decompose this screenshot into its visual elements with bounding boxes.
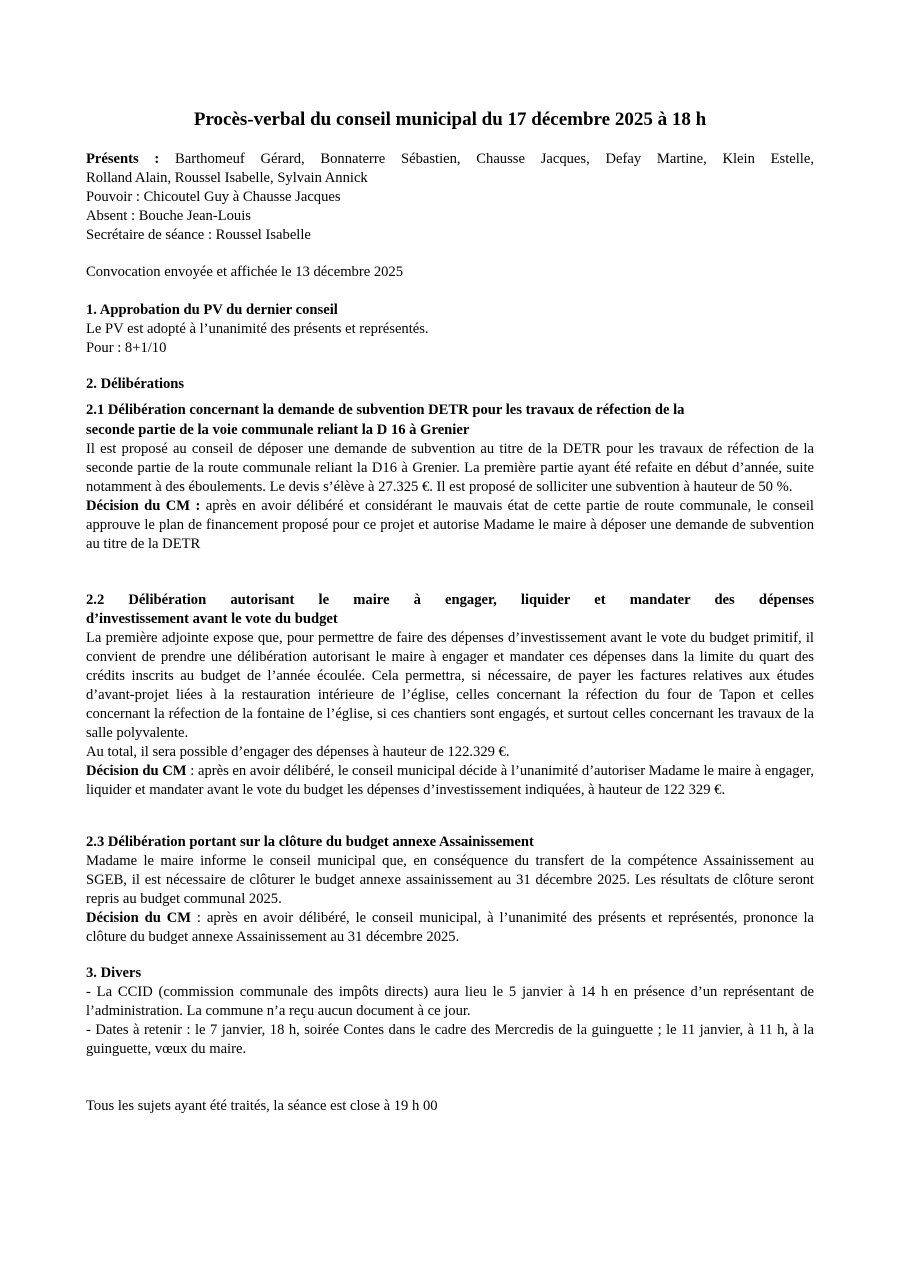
section-2-1-decision	[86, 497, 814, 554]
section-2-2-total: Au total, il sera possible d’engager des dépenses à hauteur de 122.329 €.	[86, 744, 510, 760]
section-2-2-heading-2: d’investissement avant le vote du budget	[86, 611, 338, 627]
section-3-item-2: - Dates à retenir : le 7 janvier, 18 h, soirée Contes dans le cadre des Mercredis de la guinguette ; le 11 janvier, à 11 h, à la guinguette, vœux du maire.	[86, 1022, 814, 1057]
section-3-heading: 3. Divers	[86, 965, 142, 981]
section-1-pour: Pour : 8+1/10	[86, 340, 167, 356]
secretaire-line: Secrétaire de séance : Roussel Isabelle	[86, 227, 311, 243]
section-2-heading: 2. Délibérations	[86, 376, 185, 392]
section-2-1-decision-text: après en avoir délibéré et considérant le mauvais état de cette partie de route communale, le conseil approuve le plan de financement proposé pour ce projet et autorise Madame le maire à déposer une demande de subvention au titre de la DETR	[86, 498, 814, 552]
section-1-text: Le PV est adopté à l’unanimité des présents et représentés.	[86, 321, 429, 337]
decision-label: Décision du CM	[86, 910, 192, 926]
convocation-line: Convocation envoyée et affichée le 13 décembre 2025	[86, 264, 404, 280]
presents-line	[86, 150, 814, 169]
section-2-3-decision-text: : après en avoir délibéré, le conseil municipal, à l’unanimité des présents et représentés, prononce la clôture du budget annexe Assainissement au 31 décembre 2025.	[86, 910, 814, 945]
closing-line: Tous les sujets ayant été traités, la séance est close à 19 h 00	[86, 1098, 438, 1114]
section-2-2	[86, 591, 814, 800]
presents-names-2: Rolland Alain, Roussel Isabelle, Sylvain Annick	[86, 170, 368, 186]
absent-line: Absent : Bouche Jean-Louis	[86, 208, 251, 224]
section-2-3-text: Madame le maire informe le conseil municipal que, en conséquence du transfert de la compétence Assainissement au SGEB, il est nécessaire de clôturer le budget annexe assainissement au 31 décembre 2025. Les résultats de clôture seront repris au budget communal 2025.	[86, 853, 814, 907]
section-2-2-decision	[86, 762, 814, 800]
section-2-1	[86, 399, 814, 554]
page-title: Procès-verbal du conseil municipal du 17 décembre 2025 à 18 h	[193, 109, 707, 130]
decision-label: Décision du CM	[86, 763, 187, 779]
attendance-block	[86, 150, 814, 245]
section-2-2-text: La première adjointe expose que, pour permettre de faire des dépenses d’investissement avant le vote du budget primitif, il convient de prendre une délibération autorisant le maire à engager et mandater ces dépenses dans la limite du quart des crédits inscrits au budget de l’année écoulée. Cela permettra, si nécessaire, de payer les factures relatives aux études d’avant-projet liées à la restauration intérieure de l’église, celles concernant la réfection du four de Tapon et celles concernant la réfection de la fontaine de l’église, si ces chantiers sont engagés, et surtout celles concernant les travaux de la salle polyvalente.	[86, 630, 814, 741]
section-2-3	[86, 833, 814, 947]
section-1	[86, 301, 814, 358]
section-2-1-heading-2: seconde partie de la voie communale reliant la D 16 à Grenier	[86, 422, 470, 438]
section-3-item-1: - La CCID (commission communale des impôts directs) aura lieu le 5 janvier à 14 h en présence d’un représentant de l’administration. La commune n’a reçu aucun document à ce jour.	[86, 984, 814, 1019]
section-2-1-heading-1: 2.1 Délibération concernant la demande de subvention DETR pour les travaux de réfection de la	[86, 402, 685, 418]
presents-label: Présents :	[86, 151, 160, 167]
section-2-2-heading-1: 2.2 Délibération autorisant le maire à engager, liquider et mandater des dépenses	[86, 592, 814, 608]
pouvoir-line: Pouvoir : Chicoutel Guy à Chausse Jacques	[86, 189, 341, 205]
section-2-1-text: Il est proposé au conseil de déposer une demande de subvention au titre de la DETR pour les travaux de réfection de la seconde partie de la route communale reliant la D16 à Grenier. La première partie ayant été refaite en début d’année, suite notamment à des éboulements. Le devis s’élève à 27.325 €. Il est proposé de solliciter une subvention à hauteur de 50 %.	[86, 441, 814, 495]
presents-names-1: Barthomeuf Gérard, Bonnaterre Sébastien, Chausse Jacques, Defay Martine, Klein Estelle,	[159, 151, 814, 167]
section-2-2-decision-text: : après en avoir délibéré, le conseil municipal décide à l’unanimité d’autoriser Madame le maire à engager, liquider et mandater avant le vote du budget les dépenses d’investissement indiquées, à hauteur de 122 329 €.	[86, 763, 814, 798]
section-1-heading: 1. Approbation du PV du dernier conseil	[86, 302, 338, 318]
section-2-3-heading: 2.3 Délibération portant sur la clôture du budget annexe Assainissement	[86, 834, 534, 850]
section-2-3-decision	[86, 909, 814, 947]
section-3	[86, 964, 814, 1059]
decision-label: Décision du CM :	[86, 498, 201, 514]
